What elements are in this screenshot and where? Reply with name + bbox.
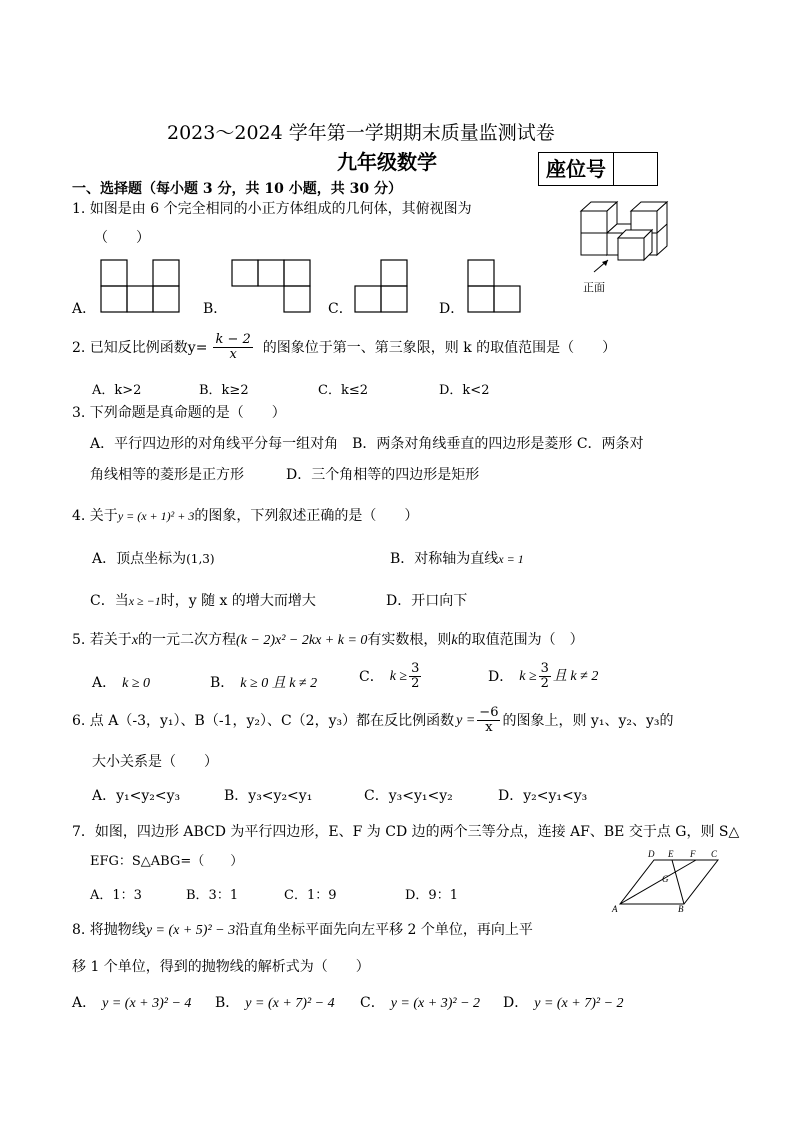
q5-option-c-pre: k ≥ <box>389 668 408 684</box>
q3-options-line2: 角线相等的菱形是正方形 D．三个角相等的四边形是矩形 <box>90 467 480 483</box>
q5-c-frac-den: 2 <box>411 676 420 691</box>
q4-pre: 4. 关于 <box>72 508 118 524</box>
q2-pre: 2. 已知反比例函数y= <box>72 339 208 356</box>
q1-paren: （ ） <box>94 230 150 246</box>
q6-text-post: 的图象上，则 y₁、y₂、y₃的 <box>502 712 674 729</box>
q5-option-b-value: k ≥ 0 且 k ≠ 2 <box>240 676 318 691</box>
q6-text <box>72 706 673 735</box>
q5-option-c <box>359 662 423 691</box>
q6-func-y: y = <box>456 712 476 728</box>
q2-option-c: C．k≤2 <box>318 383 368 398</box>
q5-pre: 5. 若关于 <box>72 632 132 648</box>
q4-option-c-post: 时，y 随 x 的增大而增大 <box>160 593 316 609</box>
q6-option-a: A．y₁<y₂<y₃ <box>92 788 181 804</box>
q5-option-d-label: D． <box>488 668 514 685</box>
q7-label-e: E <box>668 849 674 859</box>
q3-options-line1: A．平行四边形的对角线平分每一组对角 B．两条对角线垂直的四边形是菱形 C．两条对 <box>90 436 644 452</box>
q5-option-a-value: k ≥ 0 <box>122 676 151 691</box>
q7-parallelogram-figure <box>610 846 730 914</box>
q4-option-b-value: x = 1 <box>498 552 524 566</box>
q8-option-b-value: y = (x + 7)² − 4 <box>245 996 335 1011</box>
q4-option-a-label: A．顶点坐标为 <box>92 551 187 567</box>
q2-text <box>72 333 616 362</box>
q8-option-c <box>360 993 480 1014</box>
q8-option-c-label: C． <box>360 995 385 1011</box>
q7-label-g: G <box>662 874 669 884</box>
q4-option-b-label: B．对称轴为直线 <box>390 551 499 567</box>
q8-option-b-label: B． <box>215 995 240 1011</box>
q5-option-c-label: C． <box>359 668 384 685</box>
q5-option-d <box>488 662 598 691</box>
q6-line2: 大小关系是（ ） <box>92 754 218 770</box>
q2-option-a: A．k>2 <box>92 383 142 398</box>
q5-option-b <box>210 673 317 694</box>
q1-option-b-label: B． <box>203 301 228 317</box>
q4-option-b <box>390 549 524 569</box>
q6-option-d: D．y₂<y₁<y₃ <box>498 788 588 804</box>
q1-option-d-label: D． <box>439 301 465 317</box>
q2-option-b: B．k≥2 <box>199 383 249 398</box>
q5-k: k <box>451 633 458 648</box>
q8-option-d <box>503 993 624 1014</box>
q8-option-a <box>72 993 191 1014</box>
q4-option-a <box>92 549 215 569</box>
q8-text <box>72 920 533 941</box>
q7-label-c: C <box>711 849 718 859</box>
q8-option-d-value: y = (x + 7)² − 2 <box>534 996 624 1011</box>
q7-label-f: F <box>690 849 696 859</box>
q8-option-b <box>215 993 335 1014</box>
q1-option-a-label: A． <box>72 301 97 317</box>
q4-text <box>72 506 418 526</box>
q4-option-a-value: (1,3) <box>186 552 215 566</box>
q2-frac-den: x <box>229 347 237 362</box>
seat-number-box <box>538 152 658 186</box>
q8-option-a-value: y = (x + 3)² − 4 <box>102 996 192 1011</box>
q7-line1: 7．如图，四边形 ABCD 为平行四边形，E、F 为 CD 边的两个三等分点，连接 AF、BE 交于点 G，则 S△ <box>72 824 740 840</box>
q5-c-frac-num: 3 <box>411 661 420 676</box>
q4-option-c-pre: C．当 <box>90 593 129 609</box>
q7-option-d: D．9：1 <box>405 888 458 903</box>
q4-option-d: D．开口向下 <box>386 593 468 609</box>
q1-option-d-figure <box>467 259 521 312</box>
q1-text: 1. 如图是由 6 个完全相同的小正方体组成的几何体，其俯视图为 <box>72 201 472 217</box>
q1-front-label: 正面 <box>583 281 605 294</box>
q7-option-a: A．1：3 <box>90 888 142 903</box>
q5-option-b-label: B． <box>210 675 235 691</box>
section-heading: 一、选择题（每小题 3 分，共 10 小题，共 30 分） <box>72 181 402 197</box>
q1-option-c-label: C． <box>328 301 353 317</box>
q5-option-d-post: 且 k ≠ 2 <box>552 668 599 684</box>
seat-number-field <box>614 153 657 185</box>
q5-option-d-fraction <box>539 662 551 691</box>
q5-d-frac-num: 3 <box>540 661 549 676</box>
q5-d-frac-den: 2 <box>540 676 549 691</box>
q8-option-d-label: D． <box>503 995 529 1011</box>
q8-pre: 8. 将抛物线 <box>72 922 146 938</box>
exam-subtitle: 九年级数学 <box>337 150 437 174</box>
q6-option-c: C．y₃<y₁<y₂ <box>364 788 453 804</box>
q5-x: x <box>131 633 139 648</box>
q1-option-c-figure <box>354 259 408 312</box>
q6-option-b: B．y₃<y₂<y₁ <box>224 788 313 804</box>
q7-option-b: B．3：1 <box>186 888 239 903</box>
q7-line2: EFG：S△ABG=（ ） <box>90 854 244 869</box>
q5-option-a <box>92 673 150 694</box>
q7-label-d: D <box>648 849 655 859</box>
q2-fraction <box>213 333 252 362</box>
q7-option-c: C．1：9 <box>284 888 337 903</box>
q8-option-a-label: A． <box>72 995 97 1011</box>
exam-title: 2023～2024 学年第一学期期末质量监测试卷 <box>167 122 555 144</box>
q1-option-b-figure <box>231 259 311 312</box>
q6-frac-num: −6 <box>479 705 499 720</box>
q8-line2: 移 1 个单位，得到的抛物线的解析式为（ ） <box>72 959 370 975</box>
q7-label-b: B <box>678 904 684 914</box>
q5-tail: 的取值范围为（ ） <box>457 632 584 648</box>
q5-text <box>72 630 584 651</box>
q8-option-c-value: y = (x + 3)² − 2 <box>390 996 481 1011</box>
q2-option-d: D．k<2 <box>439 383 490 398</box>
q4-option-c-cond: x ≥ −1 <box>128 594 161 608</box>
q1-option-a-figure <box>100 259 180 312</box>
q6-text-pre: 6. 点 A（-3，y₁）、B（-1，y₂）、C（2，y₃）都在反比例函数 <box>72 712 455 729</box>
q4-formula: y = (x + 1)² + 3 <box>117 509 195 523</box>
q7-label-a: A <box>612 904 618 914</box>
q8-post: 沿直角坐标平面先向左平移 2 个单位，再向上平 <box>235 922 533 938</box>
q8-formula: y = (x + 5)² − 3 <box>145 923 236 938</box>
q6-frac-den: x <box>485 720 493 735</box>
q6-fraction <box>477 706 500 735</box>
q5-option-a-label: A． <box>92 675 117 691</box>
q5-option-c-fraction <box>409 662 421 691</box>
q1-solid-figure <box>578 198 668 278</box>
q5-post: 有实数根，则 <box>367 632 452 648</box>
q3-text: 3. 下列命题是真命题的是（ ） <box>72 405 286 421</box>
q2-frac-num: k − 2 <box>215 332 251 347</box>
q2-post: 的图象位于第一、第三象限，则 k 的取值范围是（ ） <box>262 339 617 356</box>
q5-mid: 的一元二次方程 <box>138 632 237 648</box>
q4-post: 的图象，下列叙述正确的是（ ） <box>194 508 419 524</box>
q4-option-c <box>90 591 316 611</box>
q5-option-d-pre: k ≥ <box>519 668 537 684</box>
q5-equation: (k − 2)x² − 2kx + k = 0 <box>236 633 368 648</box>
seat-number-label: 座位号 <box>539 153 614 185</box>
